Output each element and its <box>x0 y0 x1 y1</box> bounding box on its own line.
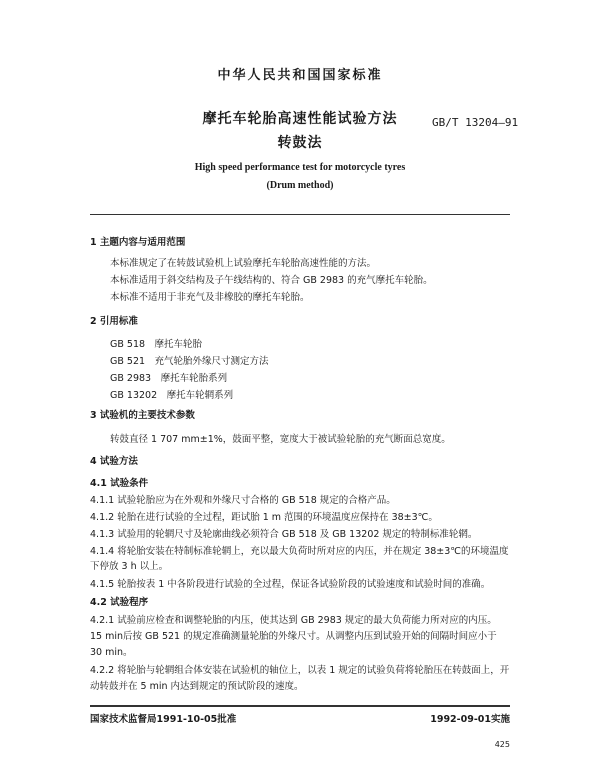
section-2-heading: 2 引用标准 <box>90 316 138 327</box>
subsection-4-2-heading: 4.2 试验程序 <box>90 597 149 608</box>
reference-item: GB 2983 摩托车轮胎系列 <box>110 373 228 384</box>
clause-4-1-2: 4.1.2 轮胎在进行试验的全过程，距试胎 1 m 范围的环境温度应保持在 38±3℃。 <box>90 512 438 523</box>
clause-4-1-4-line-1: 4.1.4 将轮胎安装在特制标准轮辋上，充以最大负荷时所对应的内压，并在规定 38±3℃的环境温度 <box>90 546 509 557</box>
approval-date: 国家技术监督局1991-10-05批准 <box>90 714 237 725</box>
section-4-heading: 4 试验方法 <box>90 456 138 467</box>
reference-item: GB 521 充气轮胎外缘尺寸测定方法 <box>110 356 269 367</box>
reference-item: GB 518 摩托车轮胎 <box>110 339 203 350</box>
clause-4-1-4-line-2: 下停放 3 h 以上。 <box>90 561 169 572</box>
subsection-4-1-heading: 4.1 试验条件 <box>90 478 149 489</box>
standard-code: GB/T 13204—91 <box>432 116 519 129</box>
document-title: 摩托车轮胎高速性能试验方法 <box>202 111 398 127</box>
reference-item: GB 13202 摩托车轮辋系列 <box>110 390 234 401</box>
clause-4-2-1-line-2: 15 min后按 GB 521 的规定准确测量轮胎的外缘尺寸。从调整内压到试验开始的间隔时间应小于 <box>90 631 497 642</box>
section-1-para-2: 本标准适用于斜交结构及子午线结构的、符合 GB 2983 的充气摩托车轮胎。 <box>110 275 433 286</box>
clause-4-2-2-line-1: 4.2.2 将轮胎与轮辋组合体安装在试验机的轴位上，以表 1 规定的试验负荷将轮胎压在转鼓面上，开 <box>90 665 510 676</box>
clause-4-1-1: 4.1.1 试验轮胎应为在外观和外缘尺寸合格的 GB 518 规定的合格产品。 <box>90 495 396 506</box>
section-3-para-1: 转鼓直径 1 707 mm±1%，鼓面平整，宽度大于被试验轮胎的充气断面总宽度。 <box>110 434 451 445</box>
english-title: High speed performance test for motorcycle tyres <box>194 162 406 173</box>
section-1-heading: 1 主题内容与适用范围 <box>90 237 186 248</box>
footer-divider <box>90 705 510 707</box>
clause-4-1-3: 4.1.3 试验用的轮辋尺寸及轮廓曲线必须符合 GB 518 及 GB 13202 规定的特制标准轮辋。 <box>90 529 478 540</box>
section-1-para-3: 本标准不适用于非充气及非橡胶的摩托车轮胎。 <box>110 292 310 303</box>
page-number: 425 <box>494 740 510 749</box>
english-subtitle: (Drum method) <box>266 180 334 191</box>
clause-4-2-2-line-2: 动转鼓并在 5 min 内达到规定的预试阶段的速度。 <box>90 681 304 692</box>
header-divider <box>90 214 510 215</box>
section-1-para-1: 本标准规定了在转鼓试验机上试验摩托车轮胎高速性能的方法。 <box>110 258 377 269</box>
standard-name: 中华人民共和国国家标准 <box>217 68 383 83</box>
document-subtitle: 转鼓法 <box>277 135 323 151</box>
section-3-heading: 3 试验机的主要技术参数 <box>90 410 195 421</box>
clause-4-2-1-line-1: 4.2.1 试验前应检查和调整轮胎的内压，使其达到 GB 2983 规定的最大负荷能力所对应的内压。 <box>90 615 497 626</box>
implementation-date: 1992-09-01实施 <box>430 714 510 725</box>
clause-4-1-5: 4.1.5 轮胎按表 1 中各阶段进行试验的全过程，保证各试验阶段的试验速度和试验时间的准确。 <box>90 579 491 590</box>
clause-4-2-1-line-3: 30 min。 <box>90 647 133 658</box>
